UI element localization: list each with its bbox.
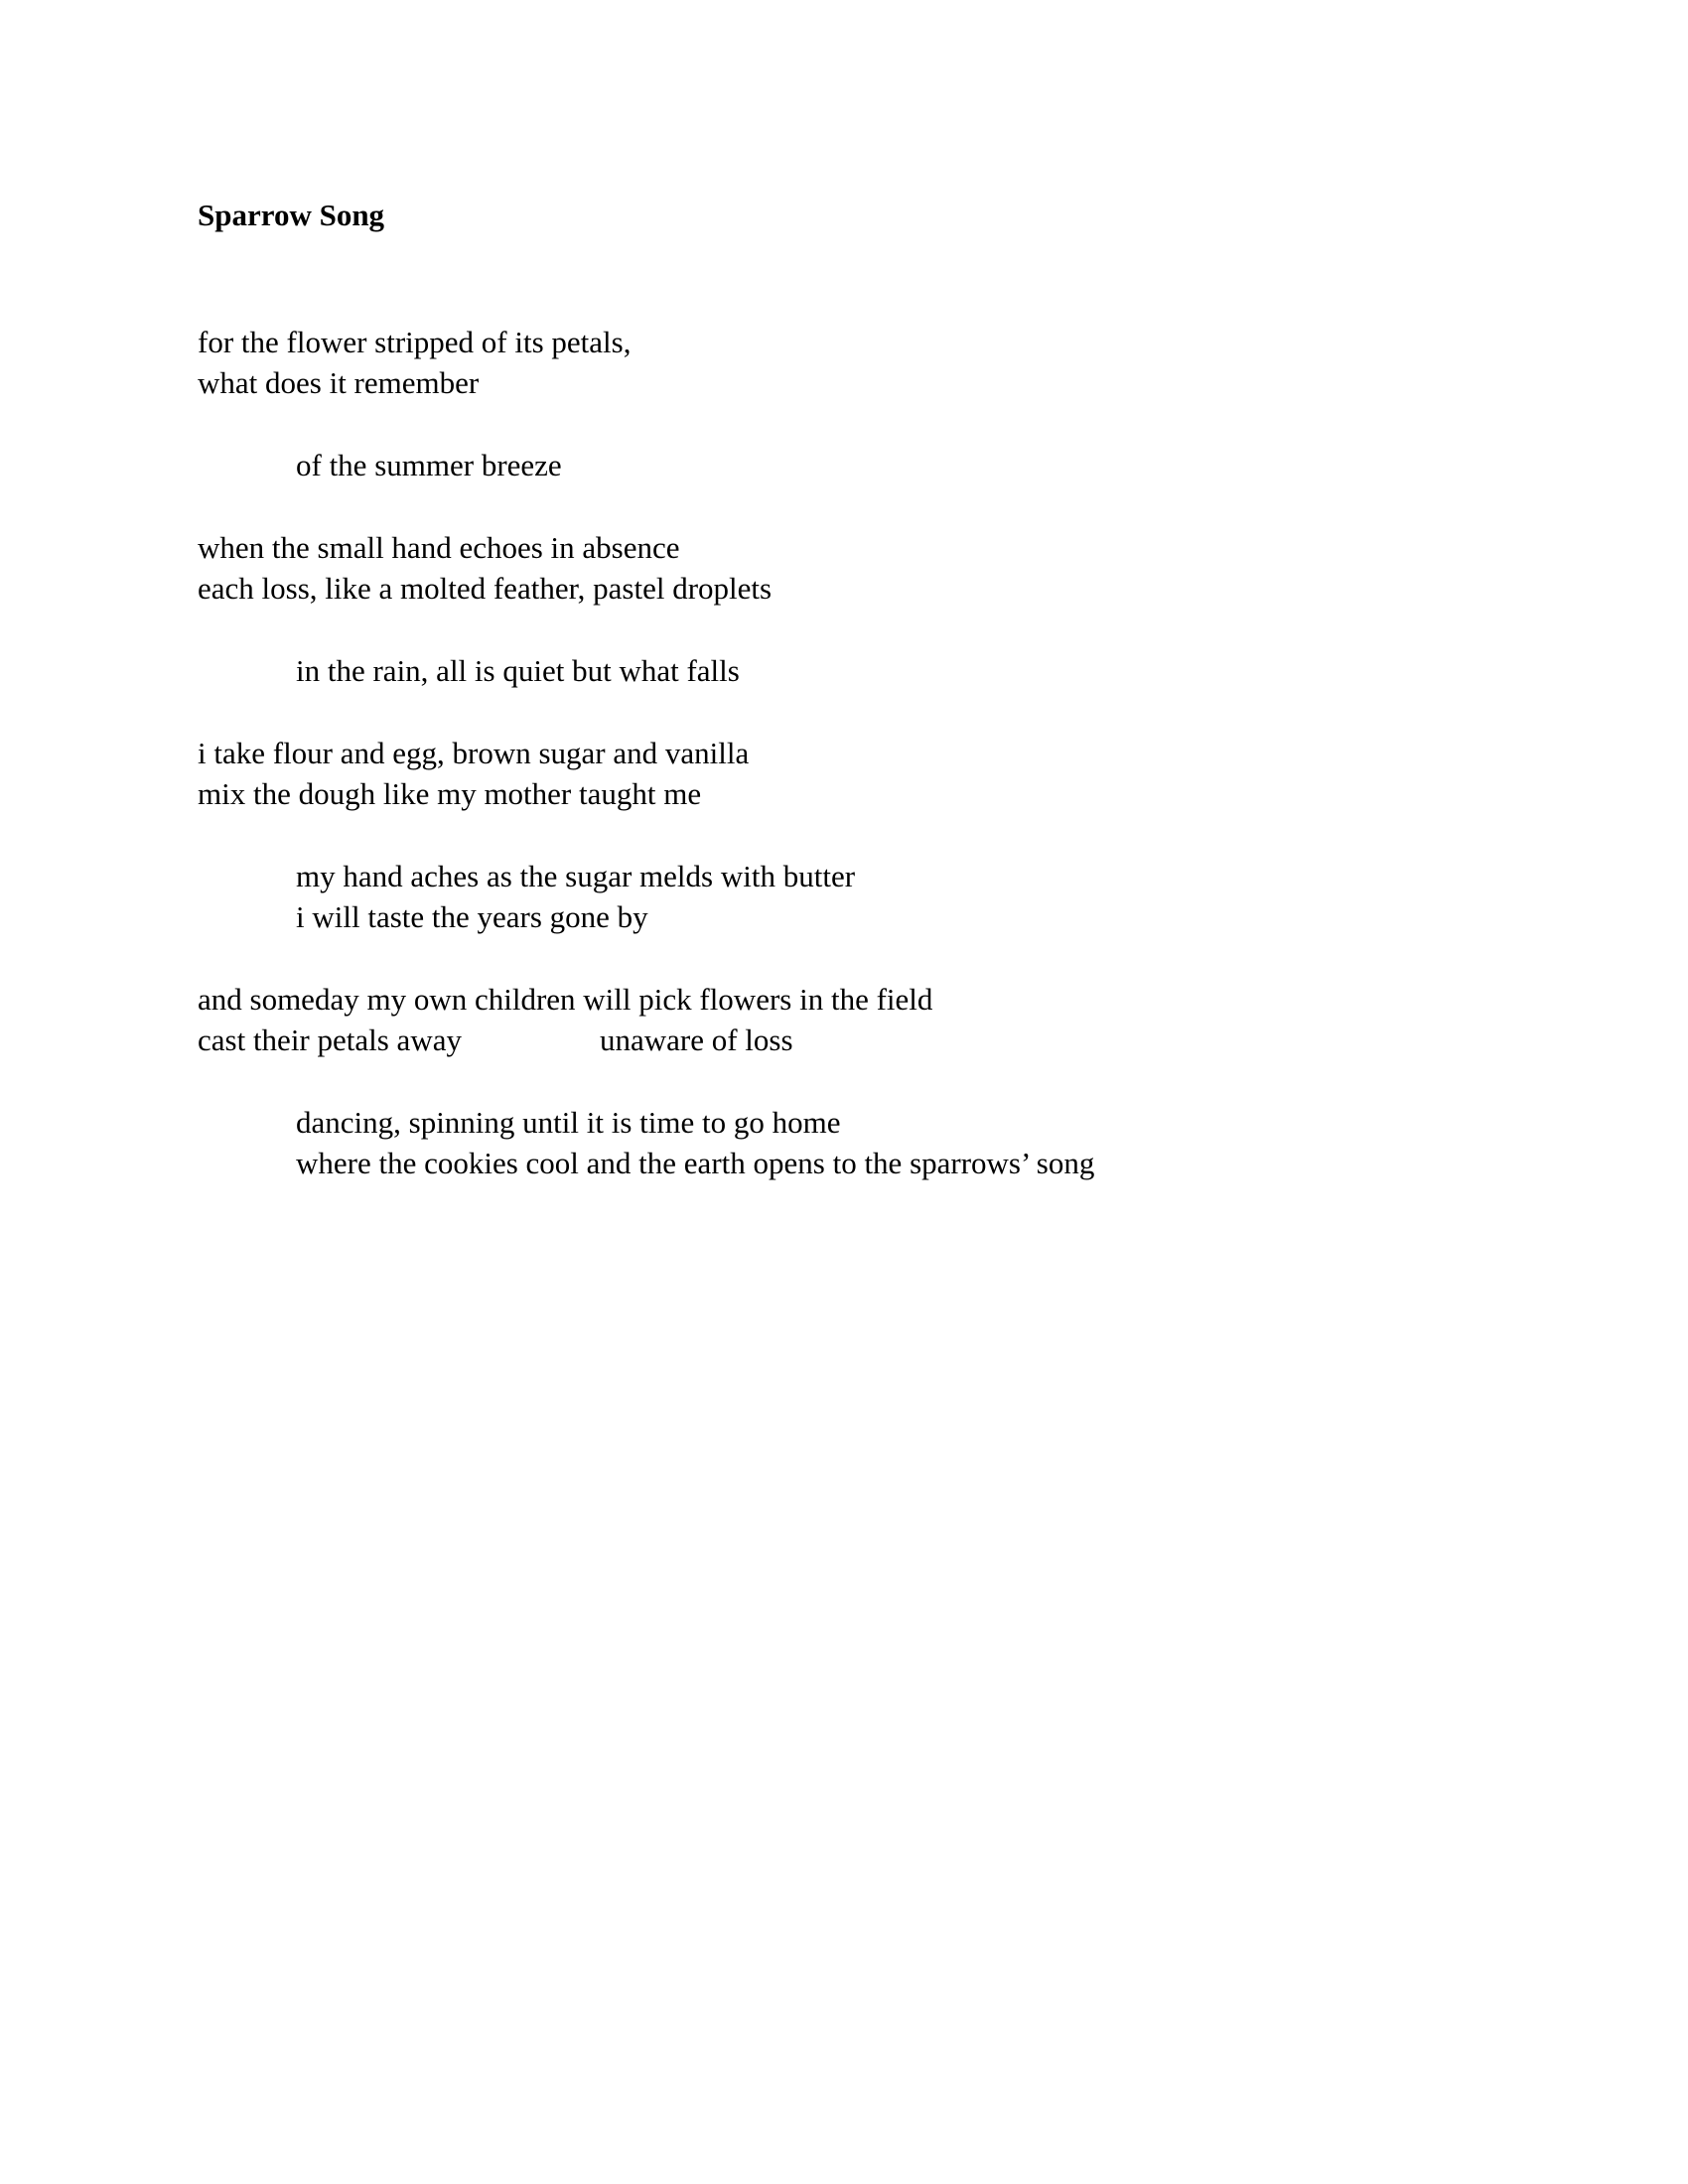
poem-line-indented: i will taste the years gone by: [296, 899, 648, 934]
poem-line: i take flour and egg, brown sugar and vanilla: [198, 736, 750, 770]
poem-line-indented: where the cookies cool and the earth opens to the sparrows’ song: [296, 1146, 1095, 1180]
poem-line-indented: of the summer breeze: [296, 448, 562, 482]
poem-line: each loss, like a molted feather, pastel droplets: [198, 571, 773, 606]
poem-line-fragment: unaware of loss: [600, 1023, 793, 1057]
poem-line: mix the dough like my mother taught me: [198, 776, 702, 811]
poem-line: cast their petals away: [198, 1023, 462, 1057]
poem-line-indented: dancing, spinning until it is time to go home: [296, 1105, 841, 1140]
poem-line-indented: in the rain, all is quiet but what falls: [296, 653, 740, 688]
poem-line: what does it remember: [198, 365, 480, 400]
poem-line-indented: my hand aches as the sugar melds with butter: [296, 859, 856, 893]
poem-line: and someday my own children will pick flowers in the field: [198, 982, 933, 1017]
poem-title: Sparrow Song: [198, 198, 385, 232]
poem-line: when the small hand echoes in absence: [198, 530, 680, 565]
poem-line: for the flower stripped of its petals,: [198, 325, 632, 359]
